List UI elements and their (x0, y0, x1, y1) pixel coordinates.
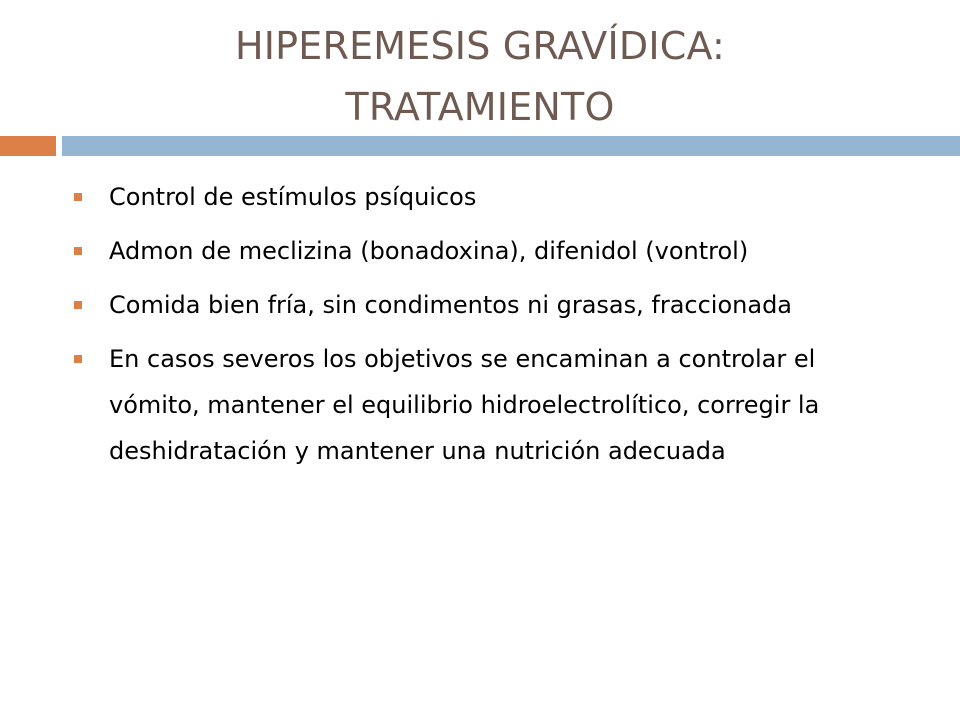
square-bullet-icon (74, 301, 82, 309)
bullet-item (74, 228, 854, 274)
square-bullet-icon (74, 193, 82, 201)
bullet-list (74, 174, 854, 482)
square-bullet-icon (74, 247, 82, 255)
bullet-text: Control de estímulos psíquicos (109, 183, 477, 211)
accent-bar-orange (0, 136, 56, 156)
square-bullet-icon (74, 355, 82, 363)
bullet-item (74, 282, 854, 328)
title-line-1: HIPEREMESIS GRAVÍDICA: (234, 24, 726, 68)
bullet-text: Admon de meclizina (bonadoxina), difenidol (vontrol) (109, 237, 749, 265)
bullet-item (74, 336, 854, 474)
bullet-item (74, 174, 854, 220)
title-line-2: TRATAMIENTO (345, 85, 615, 129)
accent-bar-blue (62, 136, 960, 156)
bullet-text: En casos severos los objetivos se encaminan a controlar el vómito, mantener el equilibrio hidroelectrolítico, corregir la deshidratación y mantener una nutrición adecuada (109, 345, 820, 465)
bullet-text: Comida bien fría, sin condimentos ni grasas, fraccionada (109, 291, 793, 319)
slide-title (0, 16, 960, 138)
